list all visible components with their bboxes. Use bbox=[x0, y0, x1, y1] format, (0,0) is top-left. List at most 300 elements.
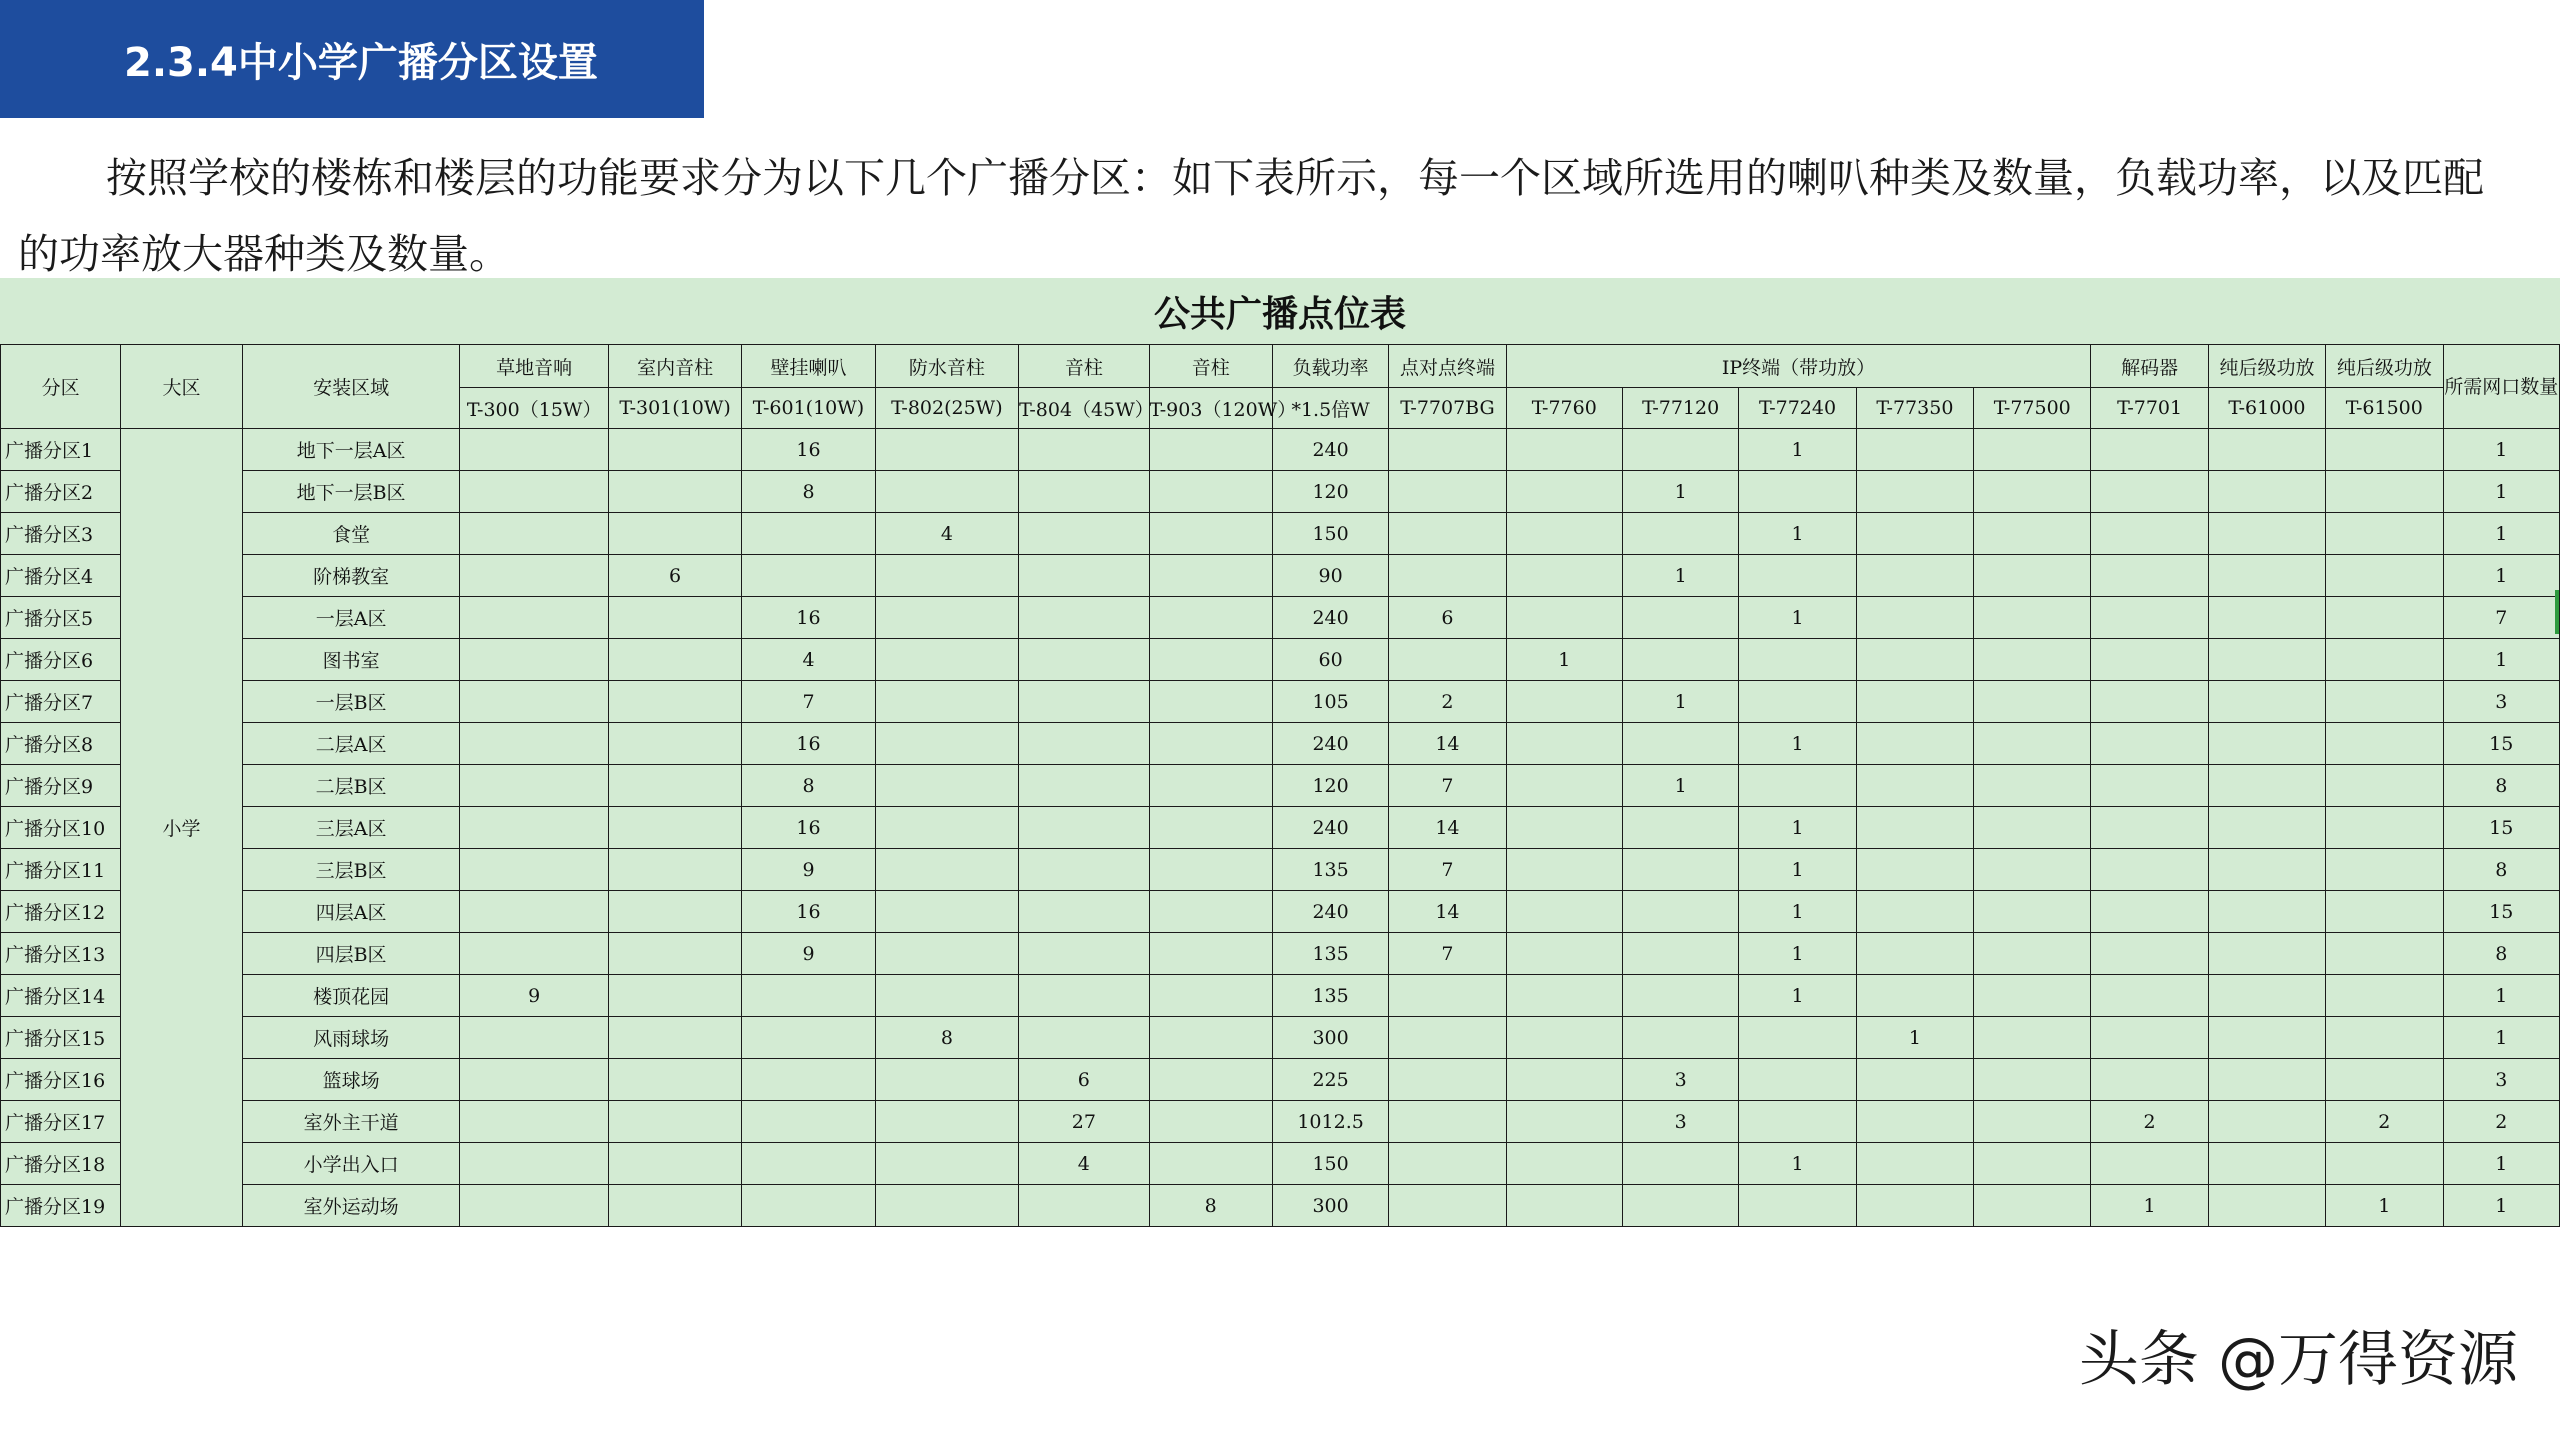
column1-count bbox=[1019, 513, 1149, 555]
waterproof-count bbox=[875, 555, 1018, 597]
ip2-count: 3 bbox=[1622, 1101, 1738, 1143]
waterproof-count bbox=[875, 681, 1018, 723]
model-p2p: T-7707BG bbox=[1389, 388, 1506, 429]
column1-count bbox=[1019, 1185, 1149, 1227]
waterproof-count bbox=[875, 471, 1018, 513]
column1-count bbox=[1019, 807, 1149, 849]
waterproof-count: 4 bbox=[875, 513, 1018, 555]
ip5-count bbox=[1974, 513, 2091, 555]
indoor-count bbox=[608, 1143, 741, 1185]
ip1-count bbox=[1506, 933, 1622, 975]
decoder-count bbox=[2091, 1059, 2208, 1101]
indoor-count bbox=[608, 1101, 741, 1143]
column1-count bbox=[1019, 639, 1149, 681]
ip4-count bbox=[1856, 1101, 1973, 1143]
column2-count bbox=[1149, 1017, 1272, 1059]
ip3-count bbox=[1739, 1101, 1856, 1143]
wall-count: 9 bbox=[742, 933, 875, 975]
area-name: 食堂 bbox=[242, 513, 460, 555]
column2-count bbox=[1149, 1143, 1272, 1185]
decoder-count bbox=[2091, 765, 2208, 807]
model-ip-3: T-77240 bbox=[1739, 388, 1856, 429]
p2p-count: 7 bbox=[1389, 849, 1506, 891]
decoder-count: 1 bbox=[2091, 1185, 2208, 1227]
ip2-count: 1 bbox=[1622, 681, 1738, 723]
table-row bbox=[1, 639, 2560, 681]
load-power: 150 bbox=[1272, 1143, 1388, 1185]
area-name: 二层B区 bbox=[242, 765, 460, 807]
zone-name: 广播分区14 bbox=[1, 975, 121, 1017]
ports-count: 15 bbox=[2443, 723, 2560, 765]
ip5-count bbox=[1974, 723, 2091, 765]
wall-count bbox=[742, 555, 875, 597]
zone-name: 广播分区19 bbox=[1, 1185, 121, 1227]
amp1-count bbox=[2208, 1101, 2325, 1143]
area-name: 阶梯教室 bbox=[242, 555, 460, 597]
header-ip-terminal: IP终端（带功放） bbox=[1506, 345, 2091, 388]
p2p-count: 14 bbox=[1389, 807, 1506, 849]
section-title: 2.3.4中小学广播分区设置 bbox=[124, 39, 598, 86]
wall-count: 7 bbox=[742, 681, 875, 723]
column1-count bbox=[1019, 555, 1149, 597]
model-amp-1: T-61000 bbox=[2208, 388, 2325, 429]
ports-count: 1 bbox=[2443, 1017, 2560, 1059]
ip3-count: 1 bbox=[1739, 849, 1856, 891]
ip5-count bbox=[1974, 597, 2091, 639]
column2-count bbox=[1149, 597, 1272, 639]
ip1-count bbox=[1506, 723, 1622, 765]
header-amp-2: 纯后级功放 bbox=[2326, 345, 2443, 388]
zone-name: 广播分区3 bbox=[1, 513, 121, 555]
wall-count: 8 bbox=[742, 471, 875, 513]
column2-count bbox=[1149, 1101, 1272, 1143]
indoor-count bbox=[608, 765, 741, 807]
amp2-count bbox=[2326, 1143, 2443, 1185]
area-name: 篮球场 bbox=[242, 1059, 460, 1101]
column2-count bbox=[1149, 723, 1272, 765]
lawn-count bbox=[460, 1101, 608, 1143]
ip5-count bbox=[1974, 471, 2091, 513]
ip4-count bbox=[1856, 1143, 1973, 1185]
ip4-count bbox=[1856, 471, 1973, 513]
lawn-count bbox=[460, 933, 608, 975]
ip2-count bbox=[1622, 1017, 1738, 1059]
amp2-count: 2 bbox=[2326, 1101, 2443, 1143]
section-header bbox=[0, 0, 704, 118]
column2-count: 8 bbox=[1149, 1185, 1272, 1227]
ports-count: 8 bbox=[2443, 849, 2560, 891]
ip3-count: 1 bbox=[1739, 807, 1856, 849]
model-waterproof: T-802(25W) bbox=[875, 388, 1018, 429]
column1-count: 4 bbox=[1019, 1143, 1149, 1185]
ports-count: 1 bbox=[2443, 555, 2560, 597]
ip2-count bbox=[1622, 975, 1738, 1017]
intro-paragraph: 按照学校的楼栋和楼层的功能要求分为以下几个广播分区：如下表所示，每一个区域所选用的喇叭种类及数量，负载功率，以及匹配的功率放大器种类及数量。 bbox=[18, 154, 2484, 278]
column2-count bbox=[1149, 1059, 1272, 1101]
model-load: *1.5倍W bbox=[1272, 388, 1388, 429]
amp2-count: 1 bbox=[2326, 1185, 2443, 1227]
zone-name: 广播分区15 bbox=[1, 1017, 121, 1059]
lawn-count bbox=[460, 765, 608, 807]
ip3-count bbox=[1739, 471, 1856, 513]
load-power: 300 bbox=[1272, 1185, 1388, 1227]
wall-count: 9 bbox=[742, 849, 875, 891]
ports-count: 1 bbox=[2443, 975, 2560, 1017]
ip5-count bbox=[1974, 807, 2091, 849]
ip4-count bbox=[1856, 765, 1973, 807]
indoor-count bbox=[608, 891, 741, 933]
ip3-count: 1 bbox=[1739, 891, 1856, 933]
p2p-count: 7 bbox=[1389, 765, 1506, 807]
ip2-count bbox=[1622, 1143, 1738, 1185]
ip5-count bbox=[1974, 975, 2091, 1017]
model-ip-5: T-77500 bbox=[1974, 388, 2091, 429]
p2p-count bbox=[1389, 1059, 1506, 1101]
load-power: 120 bbox=[1272, 471, 1388, 513]
ip4-count bbox=[1856, 1059, 1973, 1101]
header-waterproof-column: 防水音柱 bbox=[875, 345, 1018, 388]
ip2-count bbox=[1622, 933, 1738, 975]
lawn-count bbox=[460, 1143, 608, 1185]
header-column-speaker-2: 音柱 bbox=[1149, 345, 1272, 388]
amp2-count bbox=[2326, 639, 2443, 681]
ip3-count bbox=[1739, 555, 1856, 597]
area-name: 室外主干道 bbox=[242, 1101, 460, 1143]
area-name: 地下一层A区 bbox=[242, 429, 460, 471]
load-power: 105 bbox=[1272, 681, 1388, 723]
waterproof-count bbox=[875, 1143, 1018, 1185]
ip1-count bbox=[1506, 1017, 1622, 1059]
ports-count: 8 bbox=[2443, 933, 2560, 975]
indoor-count bbox=[608, 933, 741, 975]
amp2-count bbox=[2326, 933, 2443, 975]
indoor-count bbox=[608, 1185, 741, 1227]
ports-count: 1 bbox=[2443, 429, 2560, 471]
model-ip-1: T-7760 bbox=[1506, 388, 1622, 429]
p2p-count: 6 bbox=[1389, 597, 1506, 639]
ports-count: 1 bbox=[2443, 513, 2560, 555]
header-indoor-column: 室内音柱 bbox=[608, 345, 741, 388]
ip4-count bbox=[1856, 807, 1973, 849]
zone-name: 广播分区13 bbox=[1, 933, 121, 975]
lawn-count bbox=[460, 429, 608, 471]
area-name: 四层A区 bbox=[242, 891, 460, 933]
ip2-count bbox=[1622, 639, 1738, 681]
ip5-count bbox=[1974, 555, 2091, 597]
p2p-count bbox=[1389, 471, 1506, 513]
ip4-count bbox=[1856, 597, 1973, 639]
ip3-count: 1 bbox=[1739, 723, 1856, 765]
amp1-count bbox=[2208, 639, 2325, 681]
table-row bbox=[1, 849, 2560, 891]
lawn-count bbox=[460, 555, 608, 597]
model-wall: T-601(10W) bbox=[742, 388, 875, 429]
watermark: 头条 @万得资源 bbox=[2078, 1325, 2518, 1395]
wall-count bbox=[742, 1143, 875, 1185]
amp2-count bbox=[2326, 849, 2443, 891]
lawn-count bbox=[460, 681, 608, 723]
wall-count bbox=[742, 1101, 875, 1143]
area-name: 一层A区 bbox=[242, 597, 460, 639]
column1-count bbox=[1019, 723, 1149, 765]
zone-name: 广播分区9 bbox=[1, 765, 121, 807]
ip1-count bbox=[1506, 807, 1622, 849]
table-row bbox=[1, 975, 2560, 1017]
waterproof-count bbox=[875, 975, 1018, 1017]
amp2-count bbox=[2326, 975, 2443, 1017]
zone-name: 广播分区17 bbox=[1, 1101, 121, 1143]
ip4-count bbox=[1856, 681, 1973, 723]
column1-count bbox=[1019, 429, 1149, 471]
lawn-count bbox=[460, 513, 608, 555]
ip4-count: 1 bbox=[1856, 1017, 1973, 1059]
ip4-count bbox=[1856, 723, 1973, 765]
ip5-count bbox=[1974, 765, 2091, 807]
amp1-count bbox=[2208, 891, 2325, 933]
table-row bbox=[1, 471, 2560, 513]
model-column-1: T-804（45W） bbox=[1019, 388, 1149, 429]
amp1-count bbox=[2208, 807, 2325, 849]
p2p-count bbox=[1389, 1017, 1506, 1059]
decoder-count bbox=[2091, 933, 2208, 975]
decoder-count bbox=[2091, 681, 2208, 723]
amp1-count bbox=[2208, 597, 2325, 639]
area-name: 图书室 bbox=[242, 639, 460, 681]
wall-count: 4 bbox=[742, 639, 875, 681]
column2-count bbox=[1149, 849, 1272, 891]
ip1-count bbox=[1506, 597, 1622, 639]
ip1-count bbox=[1506, 975, 1622, 1017]
zone-name: 广播分区1 bbox=[1, 429, 121, 471]
column2-count bbox=[1149, 513, 1272, 555]
zone-name: 广播分区11 bbox=[1, 849, 121, 891]
column2-count bbox=[1149, 429, 1272, 471]
ip2-count bbox=[1622, 807, 1738, 849]
ports-count: 2 bbox=[2443, 1101, 2560, 1143]
amp2-count bbox=[2326, 471, 2443, 513]
ip3-count: 1 bbox=[1739, 429, 1856, 471]
area-name: 三层A区 bbox=[242, 807, 460, 849]
area-name: 风雨球场 bbox=[242, 1017, 460, 1059]
p2p-count: 7 bbox=[1389, 933, 1506, 975]
amp1-count bbox=[2208, 933, 2325, 975]
indoor-count bbox=[608, 681, 741, 723]
table-row bbox=[1, 1143, 2560, 1185]
waterproof-count bbox=[875, 1101, 1018, 1143]
amp1-count bbox=[2208, 1185, 2325, 1227]
indoor-count bbox=[608, 723, 741, 765]
ip1-count: 1 bbox=[1506, 639, 1622, 681]
zone-name: 广播分区10 bbox=[1, 807, 121, 849]
decoder-count bbox=[2091, 1143, 2208, 1185]
lawn-count bbox=[460, 807, 608, 849]
p2p-count: 2 bbox=[1389, 681, 1506, 723]
area-name: 一层B区 bbox=[242, 681, 460, 723]
area-name: 楼顶花园 bbox=[242, 975, 460, 1017]
ip5-count bbox=[1974, 1017, 2091, 1059]
load-power: 240 bbox=[1272, 597, 1388, 639]
wall-count bbox=[742, 1059, 875, 1101]
ip1-count bbox=[1506, 1185, 1622, 1227]
model-ip-2: T-77120 bbox=[1622, 388, 1738, 429]
ports-count: 1 bbox=[2443, 1143, 2560, 1185]
waterproof-count bbox=[875, 1059, 1018, 1101]
lawn-count bbox=[460, 849, 608, 891]
amp2-count bbox=[2326, 1017, 2443, 1059]
lawn-count bbox=[460, 723, 608, 765]
ip5-count bbox=[1974, 429, 2091, 471]
waterproof-count bbox=[875, 891, 1018, 933]
ip2-count: 1 bbox=[1622, 765, 1738, 807]
ip3-count bbox=[1739, 639, 1856, 681]
ip3-count bbox=[1739, 1017, 1856, 1059]
ip2-count bbox=[1622, 849, 1738, 891]
waterproof-count bbox=[875, 849, 1018, 891]
table-row bbox=[1, 807, 2560, 849]
column1-count bbox=[1019, 765, 1149, 807]
indoor-count bbox=[608, 513, 741, 555]
p2p-count bbox=[1389, 513, 1506, 555]
table-row bbox=[1, 723, 2560, 765]
ip3-count: 1 bbox=[1739, 975, 1856, 1017]
ip4-count bbox=[1856, 1185, 1973, 1227]
column1-count bbox=[1019, 891, 1149, 933]
column2-count bbox=[1149, 891, 1272, 933]
table-row bbox=[1, 429, 2560, 471]
indoor-count bbox=[608, 849, 741, 891]
load-power: 240 bbox=[1272, 429, 1388, 471]
table-row bbox=[1, 513, 2560, 555]
load-power: 300 bbox=[1272, 1017, 1388, 1059]
amp1-count bbox=[2208, 849, 2325, 891]
zone-name: 广播分区6 bbox=[1, 639, 121, 681]
ip1-count bbox=[1506, 1101, 1622, 1143]
table-row bbox=[1, 1017, 2560, 1059]
ports-count: 8 bbox=[2443, 765, 2560, 807]
indoor-count bbox=[608, 471, 741, 513]
decoder-count bbox=[2091, 975, 2208, 1017]
ip4-count bbox=[1856, 555, 1973, 597]
column1-count bbox=[1019, 471, 1149, 513]
load-power: 135 bbox=[1272, 975, 1388, 1017]
column2-count bbox=[1149, 555, 1272, 597]
wall-count bbox=[742, 1185, 875, 1227]
column1-count bbox=[1019, 849, 1149, 891]
wall-count: 16 bbox=[742, 807, 875, 849]
header-column-speaker-1: 音柱 bbox=[1019, 345, 1149, 388]
decoder-count bbox=[2091, 891, 2208, 933]
ip3-count bbox=[1739, 681, 1856, 723]
area-name: 二层A区 bbox=[242, 723, 460, 765]
p2p-count bbox=[1389, 975, 1506, 1017]
amp2-count bbox=[2326, 807, 2443, 849]
amp1-count bbox=[2208, 723, 2325, 765]
ip5-count bbox=[1974, 891, 2091, 933]
lawn-count bbox=[460, 471, 608, 513]
broadcast-table-panel bbox=[0, 278, 2560, 1227]
decoder-count bbox=[2091, 555, 2208, 597]
ip4-count bbox=[1856, 429, 1973, 471]
ip4-count bbox=[1856, 891, 1973, 933]
header-p2p-terminal: 点对点终端 bbox=[1389, 345, 1506, 388]
ip2-count: 1 bbox=[1622, 471, 1738, 513]
indoor-count bbox=[608, 639, 741, 681]
amp2-count bbox=[2326, 681, 2443, 723]
indoor-count bbox=[608, 975, 741, 1017]
amp2-count bbox=[2326, 597, 2443, 639]
decoder-count bbox=[2091, 597, 2208, 639]
decoder-count bbox=[2091, 513, 2208, 555]
load-power: 135 bbox=[1272, 933, 1388, 975]
ports-count: 3 bbox=[2443, 681, 2560, 723]
header-amp-1: 纯后级功放 bbox=[2208, 345, 2325, 388]
p2p-count bbox=[1389, 1143, 1506, 1185]
amp2-count bbox=[2326, 429, 2443, 471]
area-name: 小学出入口 bbox=[242, 1143, 460, 1185]
wall-count: 16 bbox=[742, 723, 875, 765]
ip3-count: 1 bbox=[1739, 933, 1856, 975]
waterproof-count bbox=[875, 807, 1018, 849]
wall-count bbox=[742, 975, 875, 1017]
zone-name: 广播分区7 bbox=[1, 681, 121, 723]
ip5-count bbox=[1974, 933, 2091, 975]
decoder-count: 2 bbox=[2091, 1101, 2208, 1143]
p2p-count bbox=[1389, 639, 1506, 681]
p2p-count: 14 bbox=[1389, 723, 1506, 765]
zone-name: 广播分区8 bbox=[1, 723, 121, 765]
load-power: 240 bbox=[1272, 807, 1388, 849]
table-row bbox=[1, 1185, 2560, 1227]
p2p-count bbox=[1389, 555, 1506, 597]
lawn-count bbox=[460, 891, 608, 933]
amp2-count bbox=[2326, 765, 2443, 807]
decoder-count bbox=[2091, 849, 2208, 891]
waterproof-count bbox=[875, 429, 1018, 471]
ip1-count bbox=[1506, 765, 1622, 807]
column2-count bbox=[1149, 471, 1272, 513]
load-power: 240 bbox=[1272, 891, 1388, 933]
amp2-count bbox=[2326, 513, 2443, 555]
ip2-count bbox=[1622, 597, 1738, 639]
column2-count bbox=[1149, 765, 1272, 807]
table-row bbox=[1, 891, 2560, 933]
load-power: 1012.5 bbox=[1272, 1101, 1388, 1143]
indoor-count bbox=[608, 807, 741, 849]
waterproof-count bbox=[875, 765, 1018, 807]
indoor-count: 6 bbox=[608, 555, 741, 597]
ip1-count bbox=[1506, 513, 1622, 555]
ip1-count bbox=[1506, 681, 1622, 723]
zone-name: 广播分区5 bbox=[1, 597, 121, 639]
load-power: 150 bbox=[1272, 513, 1388, 555]
model-lawn: T-300（15W） bbox=[460, 388, 608, 429]
header-load-power: 负载功率 bbox=[1272, 345, 1388, 388]
broadcast-point-table bbox=[0, 344, 2560, 1227]
amp2-count bbox=[2326, 1059, 2443, 1101]
ip5-count bbox=[1974, 1143, 2091, 1185]
ip4-count bbox=[1856, 975, 1973, 1017]
ip1-count bbox=[1506, 555, 1622, 597]
amp1-count bbox=[2208, 681, 2325, 723]
cell-selection-marker bbox=[2555, 590, 2559, 634]
decoder-count bbox=[2091, 1017, 2208, 1059]
table-row bbox=[1, 765, 2560, 807]
amp2-count bbox=[2326, 723, 2443, 765]
amp1-count bbox=[2208, 471, 2325, 513]
ip4-count bbox=[1856, 933, 1973, 975]
column2-count bbox=[1149, 933, 1272, 975]
load-power: 60 bbox=[1272, 639, 1388, 681]
